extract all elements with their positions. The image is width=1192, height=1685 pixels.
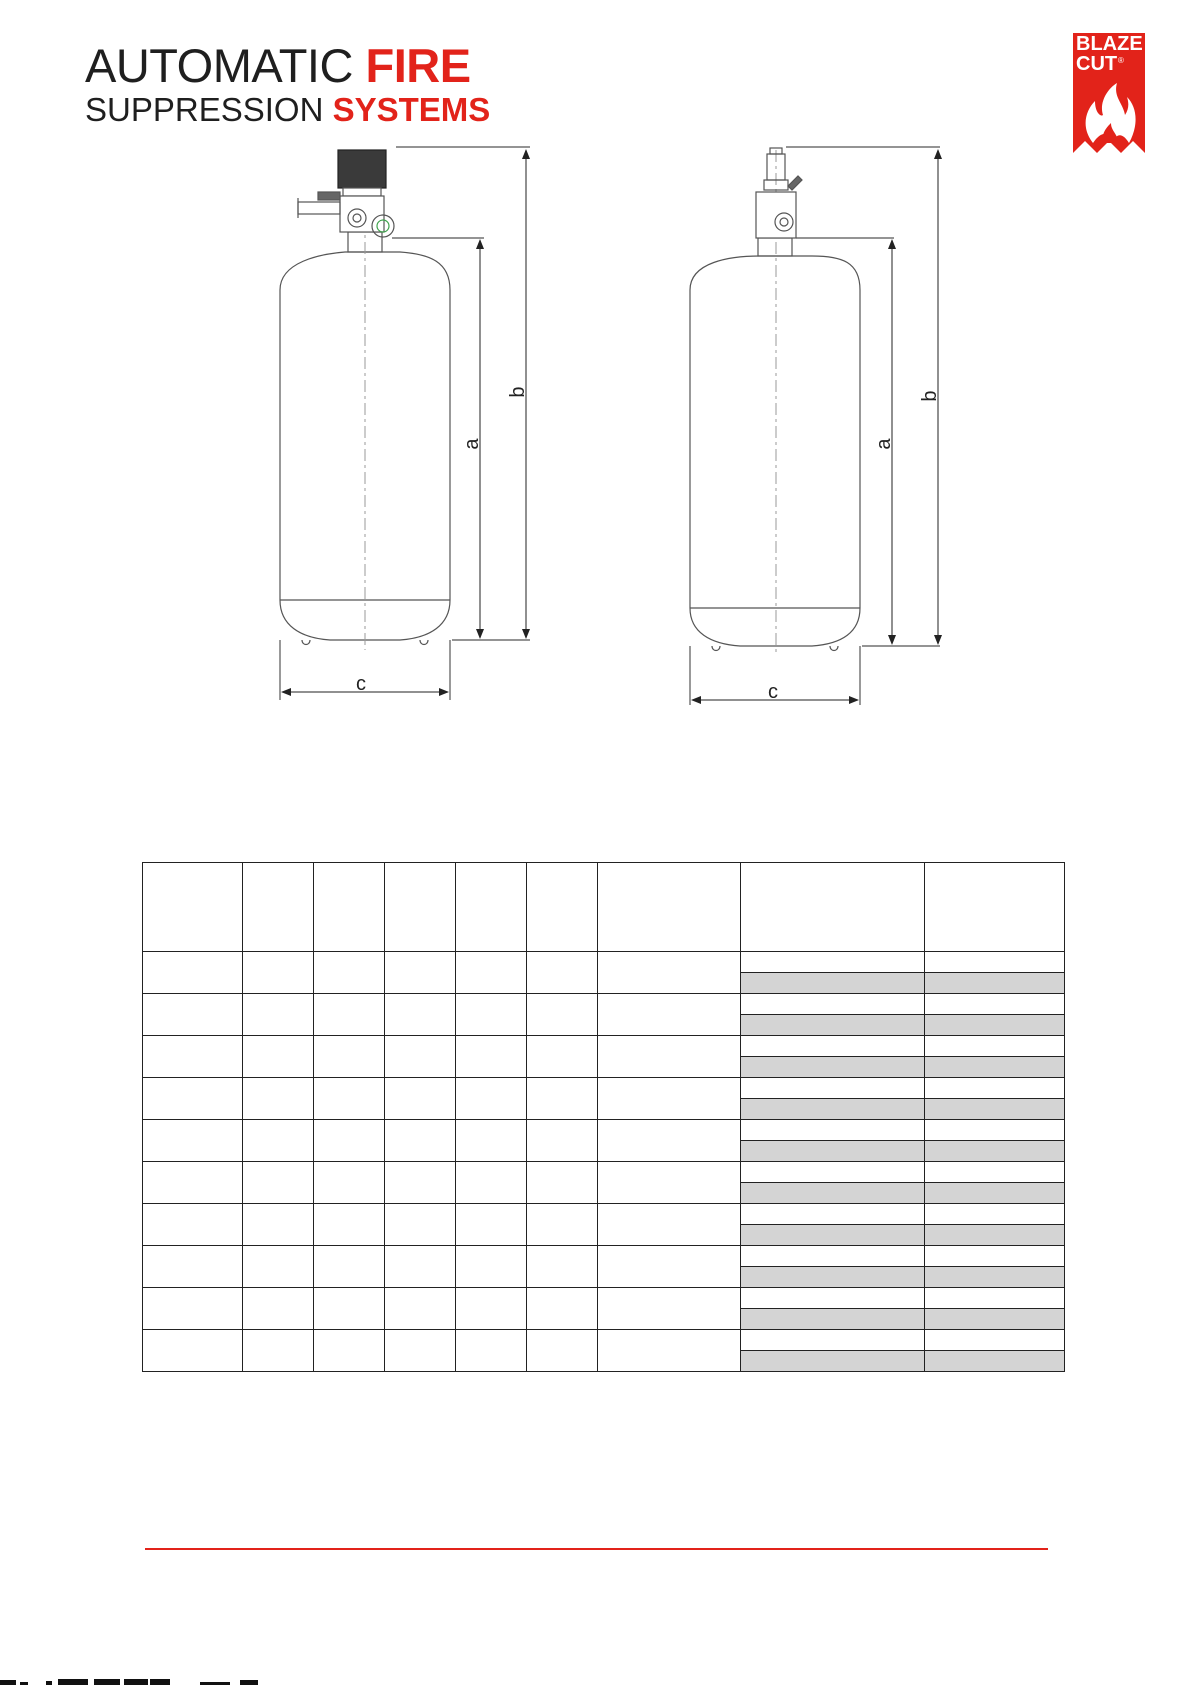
table-cell <box>143 1120 243 1162</box>
table-cell <box>143 1078 243 1120</box>
table-header-row <box>143 863 1065 952</box>
table-cell <box>456 1204 527 1246</box>
table-cell <box>456 952 527 994</box>
table-header-cell <box>314 863 385 952</box>
table-cell <box>385 1246 456 1288</box>
table-cell <box>598 1246 741 1288</box>
table-row <box>143 994 1065 1015</box>
table-cell <box>741 994 925 1015</box>
dimension-label-b-left: b <box>507 386 529 398</box>
table-cell-shaded <box>925 1309 1065 1330</box>
table-cell <box>456 1288 527 1330</box>
table-cell <box>243 952 314 994</box>
table-cell <box>143 1036 243 1078</box>
table-cell <box>314 1288 385 1330</box>
table-row <box>143 1162 1065 1183</box>
table-cell <box>925 1078 1065 1099</box>
table-cell <box>314 1036 385 1078</box>
manual-valve-head <box>756 148 802 238</box>
table-cell <box>527 1036 598 1078</box>
table-header-cell <box>385 863 456 952</box>
table-cell <box>527 1120 598 1162</box>
table-row <box>143 1120 1065 1141</box>
table-cell <box>314 1120 385 1162</box>
table-cell <box>598 1120 741 1162</box>
table-header-cell <box>143 863 243 952</box>
table-cell <box>143 994 243 1036</box>
table-cell <box>598 1204 741 1246</box>
header-line-1-main: AUTOMATIC <box>85 39 366 92</box>
table-cell <box>314 1330 385 1372</box>
table-cell <box>385 1078 456 1120</box>
table-row <box>143 1078 1065 1099</box>
table-cell <box>243 1246 314 1288</box>
dimension-lines-right <box>692 150 938 700</box>
table-cell-shaded <box>741 1351 925 1372</box>
logo-text-top: BLAZE <box>1076 33 1143 55</box>
table-header-cell <box>243 863 314 952</box>
table-row <box>143 1330 1065 1351</box>
cylinder-right <box>690 147 940 705</box>
header-line-2-accent: SYSTEMS <box>332 91 491 128</box>
cylinder-drawings <box>0 0 1192 760</box>
table-cell <box>598 952 741 994</box>
table-cell <box>741 1120 925 1141</box>
table-cell <box>741 1078 925 1099</box>
table-cell-shaded <box>741 1015 925 1036</box>
table-row <box>143 1036 1065 1057</box>
dimension-label-a-left: a <box>461 438 483 450</box>
table-cell <box>143 1246 243 1288</box>
table-cell <box>456 1120 527 1162</box>
table-cell <box>243 1288 314 1330</box>
table-cell-shaded <box>925 1225 1065 1246</box>
table-cell <box>527 952 598 994</box>
table-cell-shaded <box>741 1225 925 1246</box>
solenoid-valve-head <box>298 150 394 237</box>
table-cell-shaded <box>925 1351 1065 1372</box>
logo-registered-mark: ® <box>1118 56 1124 65</box>
table-cell <box>456 1246 527 1288</box>
table-cell <box>385 1036 456 1078</box>
table-cell <box>741 1288 925 1309</box>
table-cell <box>314 994 385 1036</box>
table-cell <box>385 1288 456 1330</box>
table-cell-shaded <box>741 1057 925 1078</box>
table-cell <box>598 1036 741 1078</box>
table-cell-shaded <box>925 1099 1065 1120</box>
dimension-label-a-right: a <box>873 438 895 450</box>
cylinder-right-body <box>690 256 860 646</box>
dimension-label-c-left: c <box>356 673 366 695</box>
table-cell <box>925 1036 1065 1057</box>
logo-text-bottom: CUT <box>1076 53 1118 75</box>
table-header-cell <box>925 863 1065 952</box>
table-cell <box>741 1162 925 1183</box>
table-cell <box>527 1078 598 1120</box>
table-cell-shaded <box>741 1099 925 1120</box>
table-cell <box>143 1204 243 1246</box>
table-cell <box>925 994 1065 1015</box>
table-cell-shaded <box>925 1057 1065 1078</box>
table-cell <box>925 1288 1065 1309</box>
table-cell <box>741 1036 925 1057</box>
table-cell-shaded <box>925 1141 1065 1162</box>
table-cell-shaded <box>925 1267 1065 1288</box>
table-cell <box>456 994 527 1036</box>
table-cell <box>314 1204 385 1246</box>
table-body <box>143 952 1065 1372</box>
table-cell <box>527 994 598 1036</box>
dimension-label-b-right: b <box>919 390 941 402</box>
table-cell <box>741 952 925 973</box>
table-cell <box>741 1246 925 1267</box>
table-cell <box>243 994 314 1036</box>
table-cell <box>143 1330 243 1372</box>
table-cell <box>143 952 243 994</box>
table-header-cell <box>598 863 741 952</box>
cylinder-right-neck <box>758 238 792 256</box>
table-cell <box>385 1330 456 1372</box>
table-cell <box>143 1288 243 1330</box>
table-cell <box>925 1120 1065 1141</box>
table-cell-shaded <box>925 1015 1065 1036</box>
table-cell <box>925 1204 1065 1225</box>
table-cell <box>527 1162 598 1204</box>
table-cell <box>243 1330 314 1372</box>
header-line-1-accent: FIRE <box>365 39 471 92</box>
table-cell <box>598 1288 741 1330</box>
table-cell <box>527 1204 598 1246</box>
table-cell <box>456 1078 527 1120</box>
table-cell <box>925 1330 1065 1351</box>
table-cell <box>925 1162 1065 1183</box>
table-cell <box>527 1246 598 1288</box>
table-cell <box>385 952 456 994</box>
table-cell <box>243 1162 314 1204</box>
table-cell-shaded <box>925 1183 1065 1204</box>
table-cell <box>243 1120 314 1162</box>
table-cell <box>527 1330 598 1372</box>
table-cell <box>598 1078 741 1120</box>
table-cell <box>598 1162 741 1204</box>
table-cell-shaded <box>741 1183 925 1204</box>
table-cell <box>314 1078 385 1120</box>
table-cell <box>598 994 741 1036</box>
table-cell <box>243 1078 314 1120</box>
bottom-edge-marks <box>0 1678 300 1685</box>
dimension-label-c-right: c <box>768 681 778 703</box>
table-header-cell <box>527 863 598 952</box>
table-cell <box>314 1162 385 1204</box>
table-cell <box>243 1036 314 1078</box>
specification-table <box>142 862 1065 1372</box>
table-cell-shaded <box>741 1141 925 1162</box>
table-cell <box>456 1162 527 1204</box>
table-cell <box>741 1204 925 1225</box>
table-cell <box>456 1330 527 1372</box>
table-cell <box>456 1036 527 1078</box>
table-header-cell <box>741 863 925 952</box>
table-cell <box>741 1330 925 1351</box>
table-row <box>143 1246 1065 1267</box>
cylinder-left <box>280 147 530 700</box>
table-cell <box>385 1204 456 1246</box>
table-cell-shaded <box>741 1309 925 1330</box>
table-cell <box>925 1246 1065 1267</box>
table-cell <box>314 952 385 994</box>
table-row <box>143 1288 1065 1309</box>
table-row <box>143 1204 1065 1225</box>
table-cell <box>527 1288 598 1330</box>
table-header-cell <box>456 863 527 952</box>
table-cell <box>925 952 1065 973</box>
table-cell-shaded <box>925 973 1065 994</box>
dimension-lines-left <box>282 150 526 692</box>
table-cell <box>314 1246 385 1288</box>
table-cell <box>143 1162 243 1204</box>
table-cell <box>598 1330 741 1372</box>
header-line-2-main: SUPPRESSION <box>85 91 333 128</box>
table-cell-shaded <box>741 973 925 994</box>
table-cell <box>385 1162 456 1204</box>
table-row <box>143 952 1065 973</box>
table-cell <box>385 1120 456 1162</box>
table-cell <box>385 994 456 1036</box>
table-cell <box>243 1204 314 1246</box>
table-cell-shaded <box>741 1267 925 1288</box>
footer-divider <box>145 1548 1048 1550</box>
